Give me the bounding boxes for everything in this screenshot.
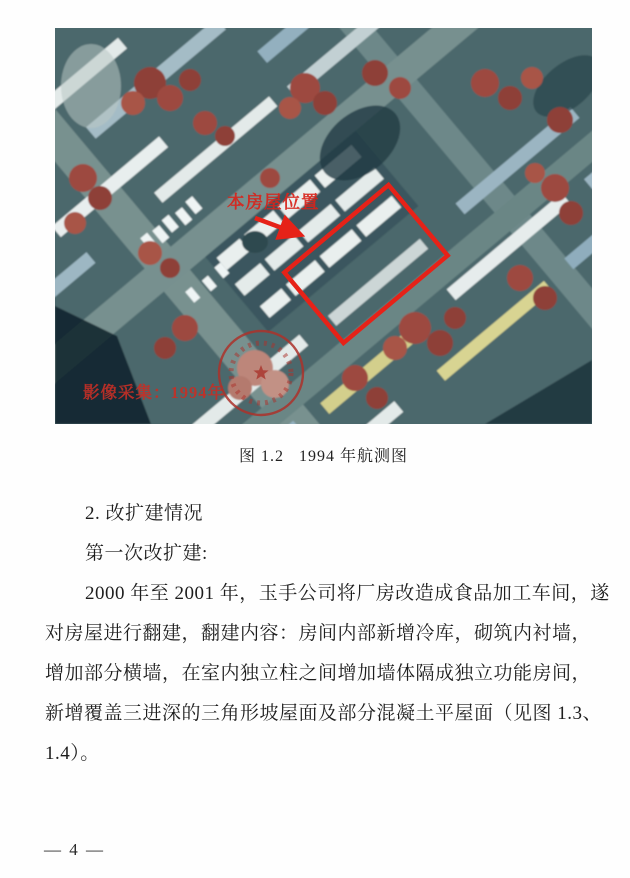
paragraph-line: 增加部分横墙，在室内独立柱之间增加墙体隔成独立功能房间， [45, 663, 592, 684]
section-heading: 2. 改扩建情况 [85, 503, 204, 524]
page-number: — 4 — [44, 840, 105, 859]
building-location-label: 本房屋位置 [227, 192, 320, 212]
section-subheading: 第一次改扩建: [85, 543, 208, 564]
aerial-photo-canvas [55, 28, 592, 424]
figure-caption: 图 1.2 1994 年航测图 [238, 448, 408, 465]
paragraph-line: 2000 年至 2001 年，玉手公司将厂房改造成食品加工车间，遂 [85, 583, 610, 604]
paragraph-line: 对房屋进行翻建，翻建内容：房间内部新增冷库，砌筑内衬墙， [45, 623, 592, 644]
paragraph-line: 1.4）。 [45, 743, 100, 764]
body-text [45, 494, 611, 774]
aerial-scene [55, 28, 592, 424]
paragraph-line: 新增覆盖三进深的三角形坡屋面及部分混凝土平屋面（见图 1.3、 [45, 703, 603, 724]
aerial-photo-1994 [55, 28, 592, 424]
capture-year-label: 影像采集：1994年 [83, 383, 225, 402]
